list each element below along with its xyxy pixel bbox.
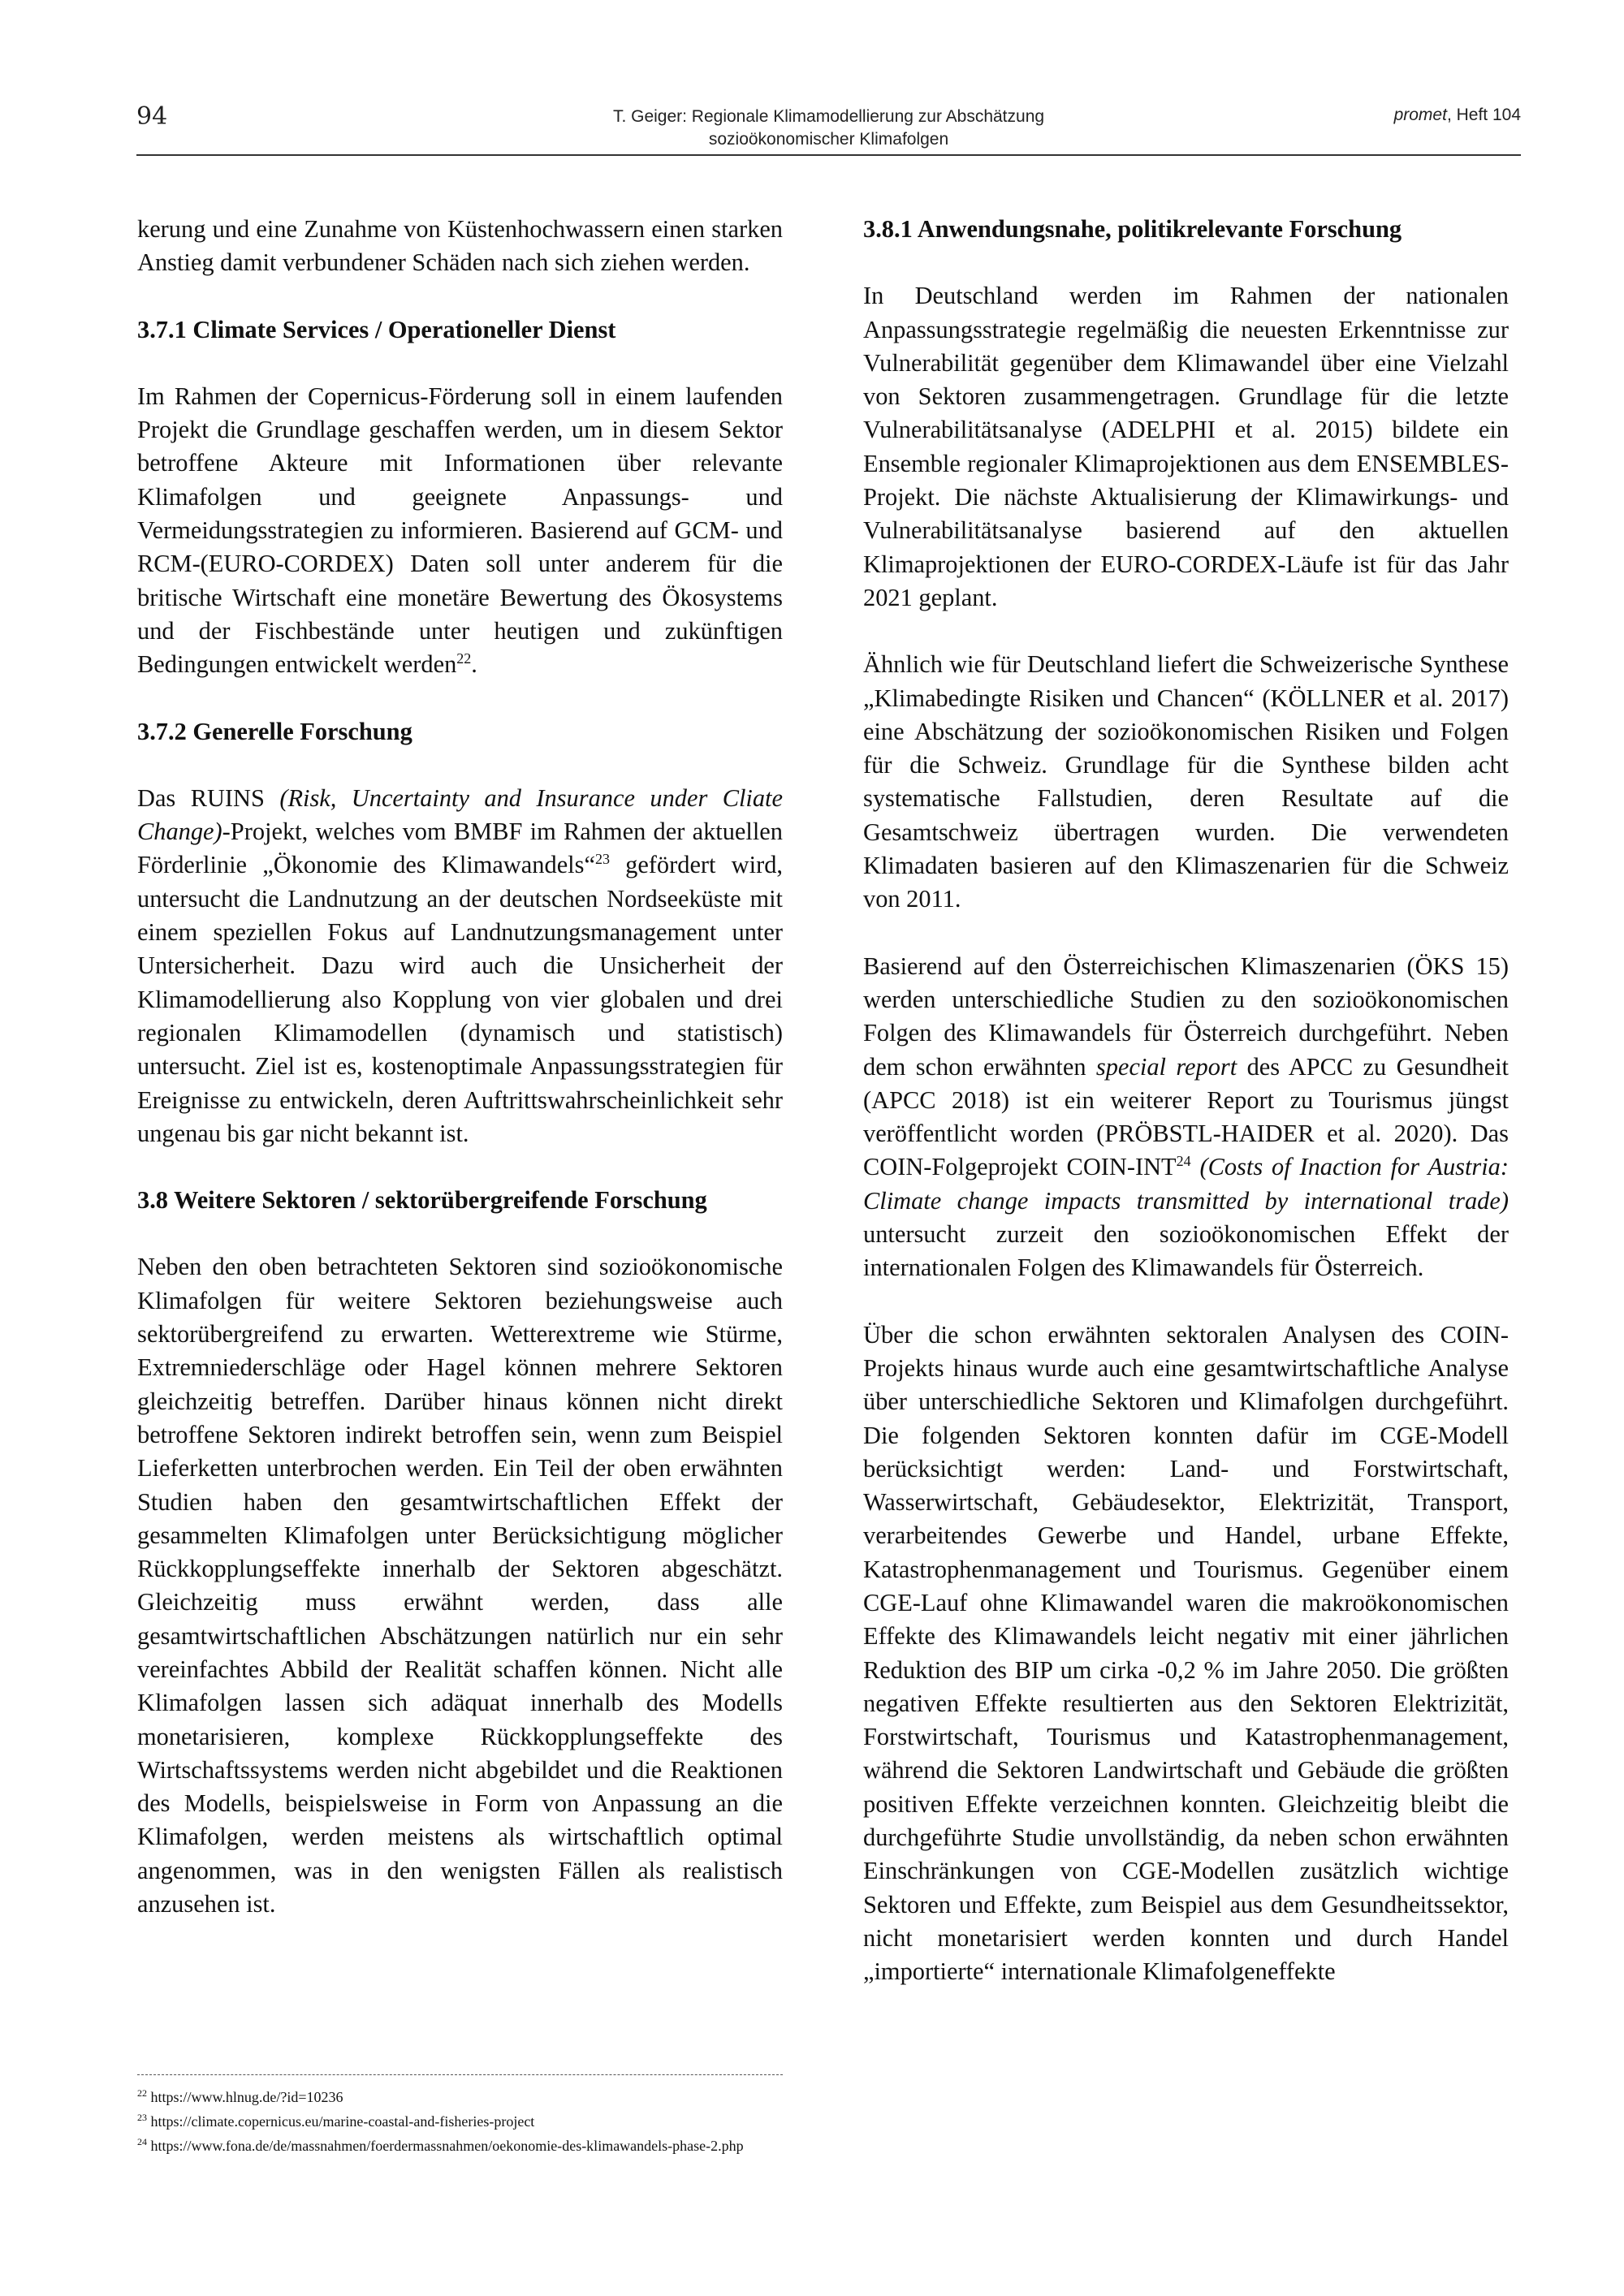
header-rule [136,154,1521,156]
paragraph-coin-analyse: Über die schon erwähnten sektoralen Analysen des COIN-Projekts hinaus wurde auch eine gesamtwirtschaftliche Analyse über unterschiedliche Sektoren und Klimafolgen durchgeführt. Die folgenden Sektoren konnten dafür im CGE-Modell berücksichtigt werden: Land- und Forstwirtschaft, Wasserwirtschaft, Gebäudesektor, Elektrizität, Transport, verarbeitendes Gewerbe und Handel, urbane Effekte, Katastrophenmanagement und Tourismus. Gegenüber einem CGE-Lauf ohne Klimawandel waren die makroökonomischen Effekte des Klimawandels leicht negativ mit einer jährlichen Reduktion des BIP um cirka -0,2 % im Jahre 2050. Die größten negativen Effekte resultierten aus den Sektoren Elektrizität, Forstwirtschaft, Tourismus und Katastrophenmanagement, während die Sektoren Landwirtschaft und Gebäude die größten positiven Effekte verzeichnen konnten. Gleichzeitig bleibt die durchgeführte Studie unvollständig, da neben schon erwähnten Einschränkungen von CGE-Modellen zusätzlich wichtige Sektoren und Effekte, zum Beispiel aus dem Gesundheitssektor, nicht monetarisiert werden konnten und durch Handel „importierte“ internationale Klimafolgeneffekte [863,1320,1509,1986]
journal-issue [1394,106,1521,125]
left-column [137,213,783,1954]
paragraph-text: Basierend auf den Österreichischen Klimaszenarien (ÖKS 15) werden unterschiedliche Studien zu den sozioökonomischen Folgen des Klimawandels für Österreich durchgeführt. Neben dem schon erwähnten [863,952,1509,1081]
footnote-ref-23: 23 [594,851,610,868]
coin-int-title-italic: (Costs of Inaction for Austria: Climate change impacts transmitted by international trade) [863,1153,1509,1215]
special-report-italic: special report [1095,1052,1237,1081]
paragraph-continued: kerung und eine Zunahme von Küstenhochwassern einen starken Anstieg damit verbundener Schäden nach sich ziehen werden. [137,215,783,277]
footnote-url[interactable]: https://www.fona.de/de/massnahmen/foerdermassnahmen/oekonomie-des-klimawandels-phase-2.php [147,2138,744,2154]
footnote-ref-24: 24 [1176,1153,1191,1170]
heading-3-7-2: 3.7.2 Generelle Forschung [137,717,412,745]
footnote-number: 22 [137,2087,147,2099]
footnotes [137,2085,1193,2158]
running-header [136,102,1521,153]
heading-3-7-1: 3.7.1 Climate Services / Operationeller Dienst [137,315,616,343]
paragraph-text: . [471,650,477,679]
footnote-number: 24 [137,2136,147,2147]
journal-name: promet [1393,106,1447,124]
paragraph-text: -Projekt, welches vom BMBF im Rahmen der aktuellen Förderlinie „Ökonomie des Klimawandels“ [137,818,783,879]
footnote-23 [137,2109,1193,2134]
project-name-italic: (Risk, Uncertainty and Insurance under Cliate Change) [137,783,783,846]
paragraph-text: untersucht zurzeit den sozioökonomischen Effekt der internationalen Folgen des Klimawandels für Österreich. [863,1220,1509,1282]
heading-3-8: 3.8 Weitere Sektoren / sektorübergreifende Forschung [137,1186,707,1215]
paragraph-weitere-sektoren: Neben den oben betrachteten Sektoren sind sozioökonomische Klimafolgen für weitere Sektoren beziehungsweise auch sektorübergreifend zu erwarten. Wetterextreme wie Stürme, Extremniederschläge oder Hagel können mehrere Sektoren gleichzeitig betreffen. Darüber hinaus können nicht direkt betroffene Sektoren indirekt betroffen sein, wenn zum Beispiel Lieferketten unterbrochen werden. Ein Teil der oben erwähnten Studien haben den gesamtwirtschaftlichen Effekt der gesammelten Klimafolgen unter Berücksichtigung möglicher Rückkopplungseffekte innerhalb der Sektoren abgeschätzt. Gleichzeitig muss erwähnt werden, dass alle gesamtwirtschaftlichen Abschätzungen natürlich nur ein sehr vereinfachtes Abbild der Realität schaffen können. Nicht alle Klimafolgen lassen sich adäquat innerhalb des Modells monetarisieren, komplexe Rückkopplungseffekte des Wirtschaftssystems werden nicht abgebildet und die Reaktionen des Modells, beispielsweise in Form von Anpassung an die Klimafolgen, werden meistens als wirtschaftlich optimal angenommen, was in den wenigsten Fällen als realistisch anzusehen ist. [137,1253,783,1918]
paragraph-text: Im Rahmen der Copernicus-Förderung soll in einem laufenden Projekt die Grundlage geschaffen werden, um in diesem Sektor betroffene Akteure mit Informationen über relevante Klimafolgen und geeignete Anpassungs- und Vermeidungsstrategien zu informieren. Basierend auf GCM- und RCM-(EURO-CORDEX) Daten soll unter anderem für die britische Wirtschaft eine monetäre Bewertung des Ökosystems und der Fischbestände unter heutigen und zukünftigen Bedingungen entwickelt werden [137,382,783,679]
footnote-24 [137,2134,1193,2158]
footnote-url[interactable]: https://climate.copernicus.eu/marine-coastal-and-fisheries-project [147,2113,535,2130]
running-title-line1: T. Geiger: Regionale Klimamodellierung zur Abschätzung [612,107,1045,126]
paragraph-deutschland: In Deutschland werden im Rahmen der nationalen Anpassungsstrategie regelmäßig die neuesten Erkenntnisse zur Vulnerabilität gegenüber dem Klimawandel über eine Vielzahl von Sektoren zusammengetragen. Grundlage für die letzte Vulnerabilitätsanalyse (ADELPHI et al. 2015) bildete ein Ensemble regionaler Klimaprojektionen aus dem ENSEMBLES-Projekt. Die nächste Aktualisierung der Klimawirkungs- und Vulnerabilitätsanalyse basierend auf den aktuellen Klimaprojektionen der EURO-CORDEX-Läufe ist für das Jahr 2021 geplant. [863,282,1509,611]
journal-issue-number: , Heft 104 [1446,106,1521,124]
right-column [863,213,1509,2022]
footnote-divider [137,2074,783,2075]
footnote-url[interactable]: https://www.hlnug.de/?id=10236 [147,2089,343,2105]
running-title [136,106,1521,151]
paragraph-schweiz: Ähnlich wie für Deutschland liefert die Schweizerische Synthese „Klimabedingte Risiken und Chancen“ (KÖLLNER et al. 2017) eine Abschätzung der sozioökonomischen Risiken und Folgen für die Schweiz. Grundlage für die Synthese bilden acht systematische Fallstudien, deren Resultate auf die Gesamtschweiz übertragen wurden. Die verwendeten Klimadaten basieren auf den Klimaszenarien für die Schweiz von 2011. [863,650,1509,913]
running-title-line2: sozioökonomischer Klimafolgen [708,130,949,149]
paragraph-ruins [137,782,783,1150]
paragraph-climate-services [137,380,783,682]
heading-3-8-1: 3.8.1 Anwendungsnahe, politikrelevante Forschung [863,215,1402,243]
footnote-ref-22: 22 [456,650,472,667]
paragraph-text: gefördert wird, untersucht die Landnutzung an der deutschen Nordseeküste mit einem speziellen Fokus auf Landnutzungsmanagement unter Untersicherheit. Dazu wird auch die Unsicherheit der Klimamodellierung also Kopplung von vier globalen und drei regionalen Klimamodellen (dynamisch und statistisch) untersucht. Ziel ist es, kostenoptimale Anpassungsstrategien für Ereignisse zu entwickeln, deren Auftrittswahrscheinlichkeit sehr ungenau bis gar nicht bekannt ist. [137,851,783,1147]
footnote-22 [137,2085,1193,2109]
page-number: 94 [136,102,168,131]
paragraph-text: des APCC zu Gesundheit (APCC 2018) ist ein weiterer Report zu Tourismus jüngst veröffentlicht worden (PRÖBSTL-HAIDER et al. 2020). Das COIN-Folgeprojekt COIN-INT [863,1052,1509,1181]
paragraph-text: Das RUINS [137,783,280,812]
paragraph-oesterreich [863,950,1509,1285]
footnote-number: 23 [137,2112,147,2123]
